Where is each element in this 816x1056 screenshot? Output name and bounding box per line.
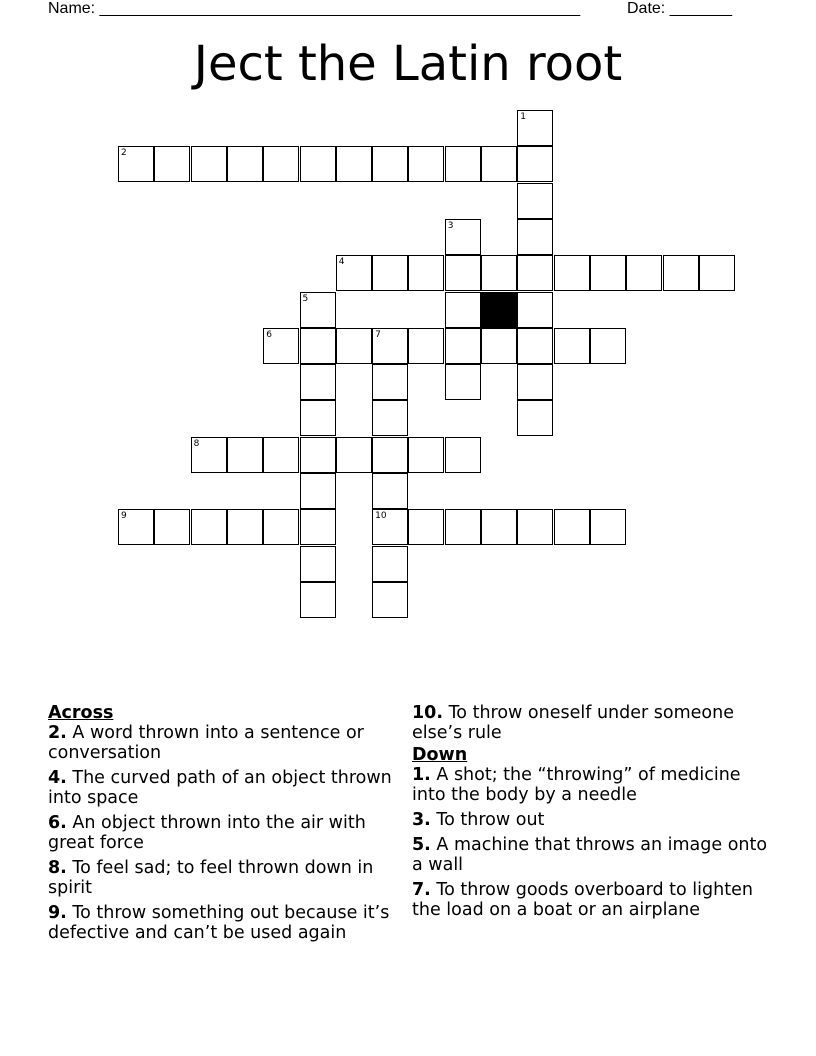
crossword-cell[interactable] <box>300 582 336 618</box>
clue-text: To throw something out because it’s defective and can’t be used again <box>48 903 390 943</box>
crossword-cell[interactable] <box>445 509 481 545</box>
crossword-cell[interactable] <box>590 255 626 291</box>
crossword-cell[interactable] <box>663 255 699 291</box>
clue-across-8 <box>48 858 404 898</box>
crossword-cell[interactable] <box>626 255 662 291</box>
crossword-cell[interactable] <box>408 509 444 545</box>
clue-across-2 <box>48 723 404 763</box>
clue-down-7 <box>412 880 768 920</box>
crossword-cell[interactable] <box>336 328 372 364</box>
clue-number-label: 5 <box>302 293 309 304</box>
crossword-cell[interactable] <box>300 364 336 400</box>
crossword-cell[interactable] <box>481 146 517 182</box>
clue-text: A word thrown into a sentence or conversation <box>48 723 364 763</box>
crossword-cell[interactable] <box>300 146 336 182</box>
crossword-cell[interactable] <box>590 328 626 364</box>
crossword-cell[interactable] <box>154 509 190 545</box>
crossword-cell[interactable] <box>263 437 299 473</box>
clue-number: 6. <box>48 813 67 833</box>
clue-number: 10. <box>412 703 444 723</box>
crossword-cell[interactable] <box>517 400 553 436</box>
crossword-cell[interactable] <box>554 328 590 364</box>
clue-number-label: 4 <box>338 257 345 268</box>
crossword-cell[interactable] <box>554 509 590 545</box>
crossword-cell[interactable] <box>554 255 590 291</box>
crossword-cell[interactable] <box>336 146 372 182</box>
clue-number-label: 7 <box>375 329 381 340</box>
crossword-cell[interactable] <box>517 292 553 328</box>
clue-number: 7. <box>412 880 431 900</box>
crossword-cell[interactable] <box>300 473 336 509</box>
clue-number: 2. <box>48 723 67 743</box>
clues-right-column <box>412 703 768 925</box>
clue-text: To feel sad; to feel thrown down in spirit <box>48 858 374 898</box>
crossword-cell[interactable] <box>227 146 263 182</box>
crossword-cell[interactable] <box>191 509 227 545</box>
crossword-cell[interactable] <box>300 400 336 436</box>
crossword-cell[interactable] <box>517 146 553 182</box>
date-field-label: Date: _______ <box>627 0 732 17</box>
crossword-cell[interactable] <box>481 509 517 545</box>
crossword-cell[interactable] <box>517 183 553 219</box>
clue-text: To throw oneself under someone else’s rule <box>412 703 734 743</box>
clue-number: 3. <box>412 810 431 830</box>
crossword-cell[interactable] <box>300 546 336 582</box>
crossword-cell[interactable] <box>408 255 444 291</box>
clue-text: To throw goods overboard to lighten the load on a boat or an airplane <box>412 880 753 920</box>
clue-text: The curved path of an object thrown into space <box>48 768 392 808</box>
crossword-cell[interactable] <box>481 255 517 291</box>
down-heading: Down <box>412 745 468 765</box>
crossword-cell[interactable] <box>481 328 517 364</box>
crossword-cell[interactable] <box>372 255 408 291</box>
crossword-cell[interactable] <box>445 364 481 400</box>
clue-number-label: 2 <box>121 148 127 159</box>
clue-across-6 <box>48 813 404 853</box>
page-title: Ject the Latin root <box>193 36 623 92</box>
clue-number-label: 6 <box>266 329 272 340</box>
clue-number-label: 10 <box>375 511 387 522</box>
crossword-cell[interactable] <box>590 509 626 545</box>
clue-text: An object thrown into the air with great force <box>48 813 366 853</box>
clue-number: 8. <box>48 858 67 878</box>
clue-across-9 <box>48 903 404 943</box>
crossword-cell[interactable] <box>372 509 408 545</box>
crossword-cell[interactable] <box>227 509 263 545</box>
crossword-cell[interactable] <box>517 364 553 400</box>
crossword-cell[interactable] <box>300 292 336 328</box>
clue-number-label: 3 <box>447 220 454 231</box>
clue-text: To throw out <box>436 810 545 830</box>
crossword-cell[interactable] <box>372 364 408 400</box>
crossword-cell[interactable] <box>263 328 299 364</box>
crossword-cell[interactable] <box>300 509 336 545</box>
crossword-cell[interactable] <box>372 546 408 582</box>
crossword-cell[interactable] <box>300 328 336 364</box>
crossword-cell[interactable] <box>372 400 408 436</box>
crossword-cell[interactable] <box>263 509 299 545</box>
crossword-cell[interactable] <box>517 255 553 291</box>
crossword-cell[interactable] <box>372 146 408 182</box>
crossword-cell[interactable] <box>408 328 444 364</box>
crossword-cell[interactable] <box>191 437 227 473</box>
crossword-cell[interactable] <box>191 146 227 182</box>
crossword-block <box>481 292 517 328</box>
crossword-cell[interactable] <box>372 582 408 618</box>
crossword-cell[interactable] <box>372 328 408 364</box>
name-field-label: Name: ______________________________________________________ <box>48 0 581 17</box>
clue-number-label: 9 <box>121 511 127 522</box>
clue-number: 9. <box>48 903 67 923</box>
crossword-cell[interactable] <box>445 219 481 255</box>
clue-down-3 <box>412 810 768 830</box>
clue-number: 4. <box>48 768 67 788</box>
crossword-cell[interactable] <box>263 146 299 182</box>
clue-down-5 <box>412 835 768 875</box>
crossword-cell[interactable] <box>408 146 444 182</box>
crossword-cell[interactable] <box>517 219 553 255</box>
crossword-cell[interactable] <box>336 437 372 473</box>
crossword-cell[interactable] <box>227 437 263 473</box>
crossword-cell[interactable] <box>517 328 553 364</box>
across-heading: Across <box>48 703 114 723</box>
crossword-cell[interactable] <box>445 328 481 364</box>
crossword-cell[interactable] <box>445 255 481 291</box>
crossword-cell[interactable] <box>336 255 372 291</box>
crossword-cell[interactable] <box>445 437 481 473</box>
crossword-cell[interactable] <box>517 509 553 545</box>
clue-down-1 <box>412 765 768 805</box>
clue-number: 1. <box>412 765 431 785</box>
clue-text: A shot; the “throwing” of medicine into the body by a needle <box>412 765 741 805</box>
crossword-cell[interactable] <box>408 437 444 473</box>
crossword-cell[interactable] <box>445 292 481 328</box>
crossword-cell[interactable] <box>372 473 408 509</box>
crossword-cell[interactable] <box>300 437 336 473</box>
clue-number-label: 1 <box>520 112 527 122</box>
crossword-cell[interactable] <box>517 110 553 146</box>
crossword-cell[interactable] <box>445 146 481 182</box>
clue-number-label: 8 <box>193 438 200 449</box>
crossword-cell[interactable] <box>118 509 154 545</box>
clue-text: A machine that throws an image onto a wall <box>412 835 768 875</box>
clue-number: 5. <box>412 835 431 855</box>
clue-across-4 <box>48 768 404 808</box>
crossword-cell[interactable] <box>118 146 154 182</box>
crossword-cell[interactable] <box>699 255 735 291</box>
clues-left-column <box>48 703 404 948</box>
clue-across-10 <box>412 703 768 743</box>
crossword-cell[interactable] <box>372 437 408 473</box>
crossword-cell[interactable] <box>154 146 190 182</box>
